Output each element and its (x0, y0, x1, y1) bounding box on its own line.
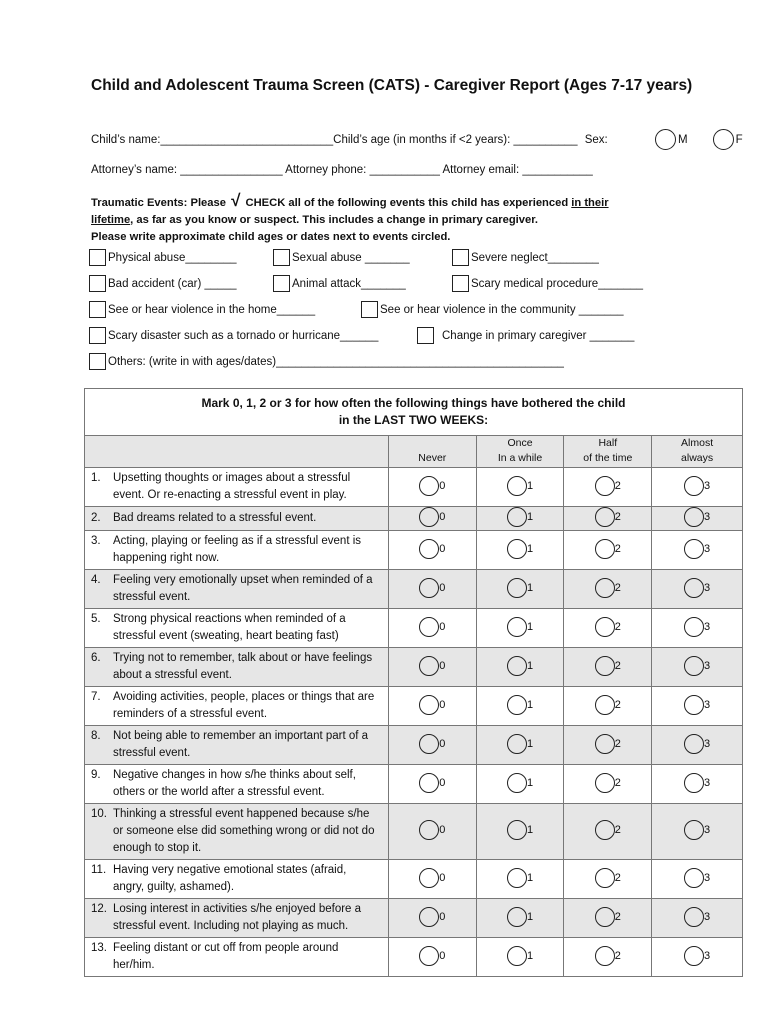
radio-circle-icon[interactable] (595, 656, 615, 676)
radio-circle-icon[interactable] (684, 773, 704, 793)
radio-circle-icon[interactable] (684, 695, 704, 715)
rating-option[interactable]: 3 (684, 907, 710, 927)
table-row (85, 531, 743, 570)
event-others[interactable]: Others: (write in with ages/dates)_____________________________________________ (89, 353, 564, 370)
radio-circle-icon[interactable] (595, 734, 615, 754)
radio-circle-icon[interactable] (507, 507, 527, 527)
rating-option[interactable]: 3 (684, 946, 710, 966)
table-row (85, 804, 743, 860)
radio-circle-icon[interactable] (595, 868, 615, 888)
rating-option[interactable]: 0 (419, 734, 445, 754)
event-animal-attack[interactable]: Animal attack_______ (273, 275, 406, 292)
item-number: 4. (91, 574, 101, 586)
checkbox[interactable] (273, 275, 290, 292)
rating-option[interactable]: 3 (684, 868, 710, 888)
table-row (85, 860, 743, 899)
rating-option[interactable]: 0 (419, 507, 445, 527)
checkbox[interactable] (89, 327, 106, 344)
col-almost: Almost always (652, 436, 743, 468)
item-label: Losing interest in activities s/he enjoyed before a stressful event. Including not playing as much. (113, 903, 362, 932)
item-number: 9. (91, 769, 101, 781)
rating-option[interactable]: 1 (507, 539, 533, 559)
radio-circle-icon[interactable] (507, 578, 527, 598)
event-scary-disaster[interactable]: Scary disaster such as a tornado or hurricane______ (89, 327, 378, 344)
item-label: Not being able to remember an important part of a stressful event. (113, 730, 369, 759)
item-number: 11. (91, 864, 107, 876)
item-text (85, 899, 389, 938)
rating-option[interactable]: 1 (507, 946, 533, 966)
radio-circle-icon[interactable] (684, 617, 704, 637)
table-row (85, 938, 743, 977)
attorney-email-field[interactable]: Attorney email: ___________ (442, 164, 593, 176)
item-label: Feeling distant or cut off from people around her/him. (113, 942, 339, 971)
checkbox[interactable] (452, 275, 469, 292)
item-label: Trying not to remember, talk about or have feelings about a stressful event. (113, 652, 373, 681)
item-number: 1. (91, 472, 101, 484)
item-text (85, 531, 389, 570)
item-label: Thinking a stressful event happened because s/he or someone else did something wrong or did not do enough to stop it. (113, 808, 375, 854)
col-once: Once In a while (476, 436, 564, 468)
item-number: 3. (91, 535, 101, 547)
radio-circle-icon[interactable] (684, 578, 704, 598)
table-row (85, 648, 743, 687)
item-text (85, 687, 389, 726)
sex-f-radio[interactable] (713, 129, 734, 150)
event-scary-medical[interactable]: Scary medical procedure_______ (452, 275, 643, 292)
radio-circle-icon[interactable] (595, 539, 615, 559)
radio-circle-icon[interactable] (595, 773, 615, 793)
rating-option[interactable]: 2 (595, 734, 621, 754)
radio-circle-icon[interactable] (507, 868, 527, 888)
checkbox[interactable] (417, 327, 434, 344)
rating-option[interactable]: 1 (507, 507, 533, 527)
rating-option[interactable]: 2 (595, 476, 621, 496)
rating-option[interactable]: 3 (684, 507, 710, 527)
event-change-caregiver[interactable]: Change in primary caregiver _______ (417, 327, 634, 344)
rating-option[interactable]: 0 (419, 578, 445, 598)
item-label: Having very negative emotional states (afraid, angry, guilty, ashamed). (113, 864, 347, 893)
symptom-table (84, 388, 743, 977)
rating-option[interactable]: 3 (684, 734, 710, 754)
item-number: 7. (91, 691, 101, 703)
radio-circle-icon[interactable] (507, 656, 527, 676)
table-row (85, 609, 743, 648)
rating-option[interactable]: 0 (419, 868, 445, 888)
item-number: 5. (91, 613, 101, 625)
rating-option[interactable]: 1 (507, 820, 533, 840)
col-half: Half of the time (564, 436, 652, 468)
rating-option[interactable]: 0 (419, 946, 445, 966)
checkbox[interactable] (89, 275, 106, 292)
child-age-field[interactable]: Child’s age (in months if <2 years): __________ (333, 134, 578, 146)
sex-f-label: F (735, 133, 743, 146)
rating-option[interactable]: 3 (684, 695, 710, 715)
radio-circle-icon[interactable] (595, 695, 615, 715)
radio-circle-icon[interactable] (507, 695, 527, 715)
rating-option[interactable]: 2 (595, 773, 621, 793)
radio-circle-icon[interactable] (595, 946, 615, 966)
checkbox[interactable] (89, 353, 106, 370)
item-label: Acting, playing or feeling as if a stressful event is happening right now. (113, 535, 362, 564)
sex-m-radio[interactable] (655, 129, 676, 150)
radio-circle-icon[interactable] (595, 820, 615, 840)
rating-option[interactable]: 2 (595, 656, 621, 676)
item-text (85, 765, 389, 804)
table-row (85, 899, 743, 938)
rating-option[interactable]: 2 (595, 907, 621, 927)
checkbox[interactable] (89, 301, 106, 318)
rating-option[interactable]: 1 (507, 656, 533, 676)
radio-circle-icon[interactable] (684, 507, 704, 527)
item-number: 12. (91, 903, 107, 915)
radio-circle-icon[interactable] (419, 868, 439, 888)
event-violence-community[interactable]: See or hear violence in the community _______ (361, 301, 624, 318)
item-number: 6. (91, 652, 101, 664)
item-text (85, 609, 389, 648)
rating-option[interactable]: 1 (507, 617, 533, 637)
rating-option[interactable]: 1 (507, 734, 533, 754)
rating-option[interactable]: 0 (419, 656, 445, 676)
traumatic-events-instructions: Traumatic Events: Please √ CHECK all of the following events this child has experienced in their lifetime, as far as you know or suspect. This includes a change in primary caregiver. Please write approximate child ages or dates next to events circled. (91, 191, 609, 243)
table-row (85, 570, 743, 609)
rating-option[interactable]: 0 (419, 617, 445, 637)
radio-circle-icon[interactable] (684, 820, 704, 840)
item-number: 8. (91, 730, 101, 742)
rating-option[interactable]: 2 (595, 820, 621, 840)
table-row (85, 507, 743, 531)
item-text (85, 570, 389, 609)
page-title: Child and Adolescent Trauma Screen (CATS) - Caregiver Report (Ages 7-17 years) (91, 77, 693, 94)
sex-label: Sex: (584, 134, 608, 146)
rating-option[interactable]: 1 (507, 476, 533, 496)
check-mark-icon: √ (231, 191, 241, 210)
attorney-name-field[interactable]: Attorney’s name: ________________ (91, 164, 283, 176)
radio-circle-icon[interactable] (419, 820, 439, 840)
item-text (85, 726, 389, 765)
table-header: Mark 0, 1, 2 or 3 for how often the following things have bothered the child in the LAST TWO WEEKS: (85, 389, 743, 436)
rating-option[interactable]: 2 (595, 868, 621, 888)
sex-m-label: M (678, 133, 688, 146)
event-severe-neglect[interactable]: Severe neglect________ (452, 249, 599, 266)
radio-circle-icon[interactable] (507, 820, 527, 840)
checkbox[interactable] (89, 249, 106, 266)
rating-option[interactable]: 2 (595, 946, 621, 966)
radio-circle-icon[interactable] (684, 946, 704, 966)
event-physical-abuse[interactable]: Physical abuse________ (89, 249, 237, 266)
rating-option[interactable]: 0 (419, 476, 445, 496)
radio-circle-icon[interactable] (595, 617, 615, 637)
checkbox[interactable] (273, 249, 290, 266)
rating-option[interactable]: 3 (684, 773, 710, 793)
radio-circle-icon[interactable] (684, 907, 704, 927)
checkbox[interactable] (361, 301, 378, 318)
child-info-line (91, 134, 608, 146)
radio-circle-icon[interactable] (684, 656, 704, 676)
item-text (85, 648, 389, 687)
item-label: Feeling very emotionally upset when reminded of a stressful event. (113, 574, 373, 603)
radio-circle-icon[interactable] (419, 773, 439, 793)
rating-option[interactable]: 2 (595, 507, 621, 527)
rating-option[interactable]: 0 (419, 773, 445, 793)
rating-option[interactable]: 1 (507, 907, 533, 927)
radio-circle-icon[interactable] (507, 773, 527, 793)
rating-option[interactable]: 0 (419, 820, 445, 840)
radio-circle-icon[interactable] (595, 907, 615, 927)
table-row (85, 687, 743, 726)
rating-option[interactable]: 3 (684, 539, 710, 559)
rating-option[interactable]: 1 (507, 868, 533, 888)
radio-circle-icon[interactable] (419, 539, 439, 559)
radio-circle-icon[interactable] (419, 734, 439, 754)
radio-circle-icon[interactable] (507, 734, 527, 754)
radio-circle-icon[interactable] (419, 695, 439, 715)
radio-circle-icon[interactable] (684, 868, 704, 888)
item-text (85, 938, 389, 977)
rating-option[interactable]: 3 (684, 617, 710, 637)
rating-option[interactable]: 2 (595, 578, 621, 598)
attorney-info-line (91, 164, 593, 176)
radio-circle-icon[interactable] (419, 907, 439, 927)
item-text (85, 468, 389, 507)
item-label: Avoiding activities, people, places or things that are reminders of a stressful event. (113, 691, 375, 720)
radio-circle-icon[interactable] (419, 617, 439, 637)
radio-circle-icon[interactable] (419, 946, 439, 966)
column-headers (85, 436, 743, 468)
rating-option[interactable]: 2 (595, 617, 621, 637)
radio-circle-icon[interactable] (507, 946, 527, 966)
col-never: Never (388, 436, 476, 468)
radio-circle-icon[interactable] (507, 907, 527, 927)
rating-option[interactable]: 1 (507, 578, 533, 598)
item-text (85, 804, 389, 860)
radio-circle-icon[interactable] (595, 578, 615, 598)
rating-option[interactable]: 3 (684, 656, 710, 676)
item-text (85, 507, 389, 531)
radio-circle-icon[interactable] (684, 476, 704, 496)
radio-circle-icon[interactable] (419, 656, 439, 676)
event-bad-accident[interactable]: Bad accident (car) _____ (89, 275, 237, 292)
radio-circle-icon[interactable] (419, 578, 439, 598)
rating-option[interactable]: 3 (684, 476, 710, 496)
table-row (85, 726, 743, 765)
rating-option[interactable]: 0 (419, 695, 445, 715)
item-number: 2. (91, 512, 101, 524)
rating-option[interactable]: 1 (507, 773, 533, 793)
item-label: Strong physical reactions when reminded of a stressful event (sweating, heart beating fast) (113, 613, 346, 642)
radio-circle-icon[interactable] (507, 476, 527, 496)
rating-option[interactable]: 1 (507, 695, 533, 715)
radio-circle-icon[interactable] (507, 617, 527, 637)
item-text (85, 860, 389, 899)
rating-option[interactable]: 2 (595, 695, 621, 715)
event-sexual-abuse[interactable]: Sexual abuse _______ (273, 249, 410, 266)
item-number: 10. (91, 808, 107, 820)
radio-circle-icon[interactable] (419, 507, 439, 527)
radio-circle-icon[interactable] (684, 539, 704, 559)
radio-circle-icon[interactable] (595, 507, 615, 527)
radio-circle-icon[interactable] (419, 476, 439, 496)
rating-option[interactable]: 3 (684, 578, 710, 598)
rating-option[interactable]: 2 (595, 539, 621, 559)
item-label: Bad dreams related to a stressful event. (113, 512, 317, 524)
radio-circle-icon[interactable] (684, 734, 704, 754)
rating-option[interactable]: 0 (419, 539, 445, 559)
rating-option[interactable]: 3 (684, 820, 710, 840)
radio-circle-icon[interactable] (507, 539, 527, 559)
item-label: Upsetting thoughts or images about a stressful event. Or re-enacting a stressful event in play. (113, 472, 351, 501)
sex-options (655, 129, 743, 150)
child-name-field[interactable]: Child’s name:___________________________ (91, 134, 334, 146)
checkbox[interactable] (452, 249, 469, 266)
table-row (85, 468, 743, 507)
item-number: 13. (91, 942, 107, 954)
radio-circle-icon[interactable] (595, 476, 615, 496)
item-label: Negative changes in how s/he thinks about self, others or the world after a stressful event. (113, 769, 356, 798)
event-violence-home[interactable]: See or hear violence in the home______ (89, 301, 315, 318)
rating-option[interactable]: 0 (419, 907, 445, 927)
attorney-phone-field[interactable]: Attorney phone: ___________ (285, 164, 440, 176)
table-row (85, 765, 743, 804)
